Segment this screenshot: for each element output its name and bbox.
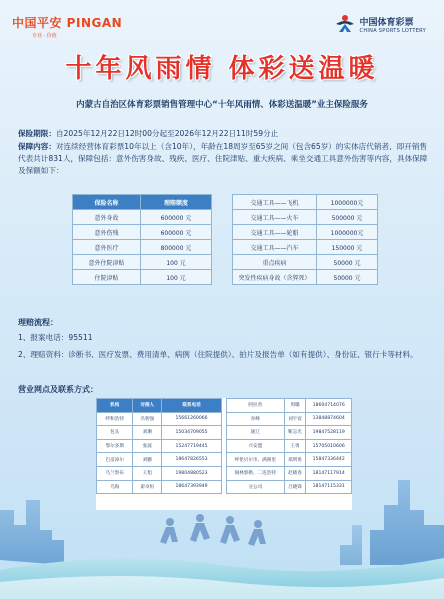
outlet-contact: 赵晓春 xyxy=(284,466,306,480)
outlet-row xyxy=(227,399,352,413)
outlet-contact: 刘珊 xyxy=(133,426,162,440)
outlets-header-contact: 对接人 xyxy=(133,399,162,413)
outlet-row xyxy=(97,453,222,467)
lottery-name-cn: 中国体育彩票 xyxy=(359,17,414,28)
coverage-row xyxy=(73,240,212,255)
city-skyline-illustration xyxy=(0,470,444,599)
insurance-period-label: 保险期限： xyxy=(18,129,56,138)
lottery-name-en: CHINA SPORTS LOTTERY xyxy=(359,27,426,34)
outlets-title: 营业网点及联系方式： xyxy=(18,385,98,394)
claims-title: 理赔流程： xyxy=(18,318,58,327)
outlet-row xyxy=(227,412,352,426)
outlet-org: 兴安盟 xyxy=(227,439,285,453)
coverage-item: 住院津贴 xyxy=(73,270,141,285)
outlet-phone: 19804880523 xyxy=(162,466,222,480)
outlet-org: 通辽 xyxy=(227,426,285,440)
outlet-org: 鄂尔多斯 xyxy=(97,439,133,453)
outlet-row xyxy=(97,439,222,453)
outlet-contact: 周璐 xyxy=(284,399,306,413)
coverage-table-header-row xyxy=(73,195,212,210)
coverage-amount: 1000000元 xyxy=(317,195,378,210)
coverage-row xyxy=(233,195,378,210)
coverage-table-right xyxy=(232,194,378,285)
outlet-contact: 张波 xyxy=(133,439,162,453)
coverage-item: 交通工具——汽车 xyxy=(233,240,317,255)
outlet-contact: 靳志光 xyxy=(284,426,306,440)
outlet-contact: 吕晓锋 xyxy=(284,480,306,494)
coverage-item: 交通工具——轮船 xyxy=(233,225,317,240)
outlet-row xyxy=(227,426,352,440)
coverage-row xyxy=(233,210,378,225)
coverage-header-amount: 理赔额度 xyxy=(141,195,212,210)
coverage-amount: 100 元 xyxy=(141,255,212,270)
outlet-phone: 15847336442 xyxy=(306,453,352,467)
coverage-amount: 50000 元 xyxy=(317,270,378,285)
outlet-org: 巴彦淖尔 xyxy=(97,453,133,467)
outlet-row xyxy=(97,412,222,426)
coverage-content-label: 保障内容： xyxy=(18,142,56,151)
coverage-amount: 1000000元 xyxy=(317,225,378,240)
outlet-org: 锡林郭勒、二连浩特 xyxy=(227,466,285,480)
coverage-tables xyxy=(72,194,378,308)
outlet-row xyxy=(97,426,222,440)
coverage-amount: 100 元 xyxy=(141,270,212,285)
coverage-row xyxy=(73,225,212,240)
outlet-org: 呼和浩特 xyxy=(97,412,133,426)
outlet-phone: 15034709055 xyxy=(162,426,222,440)
outlet-contact: 王旭 xyxy=(133,466,162,480)
outlet-org: 乌兰察布 xyxy=(97,466,133,480)
coverage-amount: 600000 元 xyxy=(141,210,212,225)
coverage-row xyxy=(73,270,212,285)
coverage-amount: 800000 元 xyxy=(141,240,212,255)
header xyxy=(0,12,444,38)
coverage-item: 意外身故 xyxy=(73,210,141,225)
coverage-amount: 150000 元 xyxy=(317,240,378,255)
outlets-header-row xyxy=(97,399,222,413)
outlet-phone: 15661260066 xyxy=(162,412,222,426)
outlet-org: 包头 xyxy=(97,426,133,440)
coverage-header-name: 保险名称 xyxy=(73,195,141,210)
outlet-phone: 19847528119 xyxy=(306,426,352,440)
insurance-period-text: 自2025年12月22日12时00分起至2026年12月22日11时59分止 xyxy=(55,129,279,138)
outlet-org: 乌海 xyxy=(97,480,133,494)
coverage-item: 意外伤残 xyxy=(73,225,141,240)
coverage-row xyxy=(233,255,378,270)
coverage-amount: 500000 元 xyxy=(317,210,378,225)
coverage-item: 意外住院津贴 xyxy=(73,255,141,270)
outlet-phone: 15705010606 xyxy=(306,439,352,453)
outlet-contact: 冯智强 xyxy=(133,412,162,426)
coverage-row xyxy=(73,210,212,225)
coverage-item: 意外医疗 xyxy=(73,240,141,255)
coverage-row xyxy=(73,255,212,270)
outlet-phone: 18647826553 xyxy=(162,453,222,467)
outlet-phone: 13848874604 xyxy=(306,412,352,426)
outlet-contact: 翟卓恒 xyxy=(133,480,162,494)
outlets-header-phone: 联系电话 xyxy=(162,399,222,413)
coverage-table-left xyxy=(72,194,212,285)
coverage-row xyxy=(233,240,378,255)
outlet-contact: 刘宇宸 xyxy=(284,412,306,426)
coverage-content xyxy=(18,141,430,177)
coverage-content-text: 对连续经营体育彩票10年以上（含10年），年龄在18周岁至65岁之间（包含65岁）的实体店代销者、即开销售代表共计831人，保障包括：意外伤害身故、残疾、医疗、住院津贴、重大疾病、乘坐交通工具意外伤害等内容，具体保障及保额如下： xyxy=(18,142,428,175)
outlet-contact: 王勇 xyxy=(284,439,306,453)
outlet-row xyxy=(227,453,352,467)
coverage-item: 交通工具——火车 xyxy=(233,210,317,225)
pingan-logo xyxy=(12,14,122,39)
pingan-name: 中国平安 PINGAN xyxy=(12,16,123,30)
outlet-phone: 18604714076 xyxy=(306,399,352,413)
coverage-row xyxy=(233,270,378,285)
outlets-header-org: 机构 xyxy=(97,399,133,413)
pingan-slogan: 专业 · 价值 xyxy=(32,33,57,39)
sports-lottery-logo xyxy=(334,14,426,34)
page-subtitle: 内蒙古自治区体育彩票销售管理中心“十年风雨情、体彩送温暖”业主保险服务 xyxy=(76,100,368,110)
outlet-contact: 刘鹏 xyxy=(133,453,162,467)
outlet-phone: 18147117914 xyxy=(306,466,352,480)
page-title: 十年风雨情 体彩送温暖 xyxy=(65,54,379,84)
insurance-period xyxy=(18,128,430,140)
outlet-phone: 15247719445 xyxy=(162,439,222,453)
runners-icon xyxy=(160,514,266,546)
outlet-org: 阿拉善 xyxy=(227,399,285,413)
coverage-item: 重点疾病 xyxy=(233,255,317,270)
coverage-amount: 600000 元 xyxy=(141,225,212,240)
claims-step-documents: 2、理赔资料：诊断书、医疗发票、费用清单、病例（住院提供）、拍片及报告单（如有提供）、身份证、银行卡等材料。 xyxy=(18,350,418,359)
claims-step-report: 1、报案电话：95511 xyxy=(18,333,93,342)
outlet-org: 分公司 xyxy=(227,480,285,494)
sports-lottery-mark-icon xyxy=(334,14,356,34)
outlet-org: 赤峰 xyxy=(227,412,285,426)
outlet-phone: 18147115331 xyxy=(306,480,352,494)
outlet-contact: 郑明勇 xyxy=(284,453,306,467)
coverage-item: 突发性疾病身故（含猝死） xyxy=(233,270,317,285)
outlet-row xyxy=(227,439,352,453)
outlet-org: 呼伦贝尔市、满洲里 xyxy=(227,453,285,467)
coverage-row xyxy=(233,225,378,240)
coverage-item: 交通工具——飞机 xyxy=(233,195,317,210)
coverage-amount: 50000 元 xyxy=(317,255,378,270)
outlet-phone: 18647393949 xyxy=(162,480,222,494)
